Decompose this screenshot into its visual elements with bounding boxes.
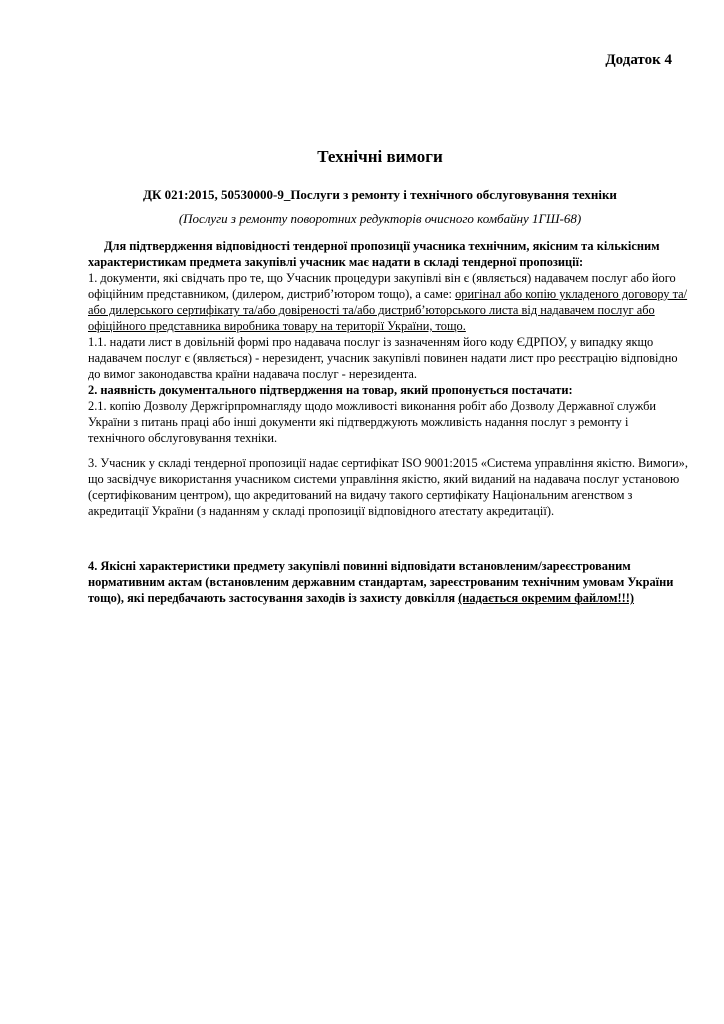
item-4-paragraph [88,558,688,606]
item-1-text: 1. документи, які свідчать про те, що Учасник процедури закупівлі він є (являється) надавачем послуг або його офіційним представником, (дилером, дистриб’ютором тощо), а саме: [88,271,676,301]
item-2-heading: 2. наявність документального підтвердження на товар, який пропонується постачати: [88,383,573,397]
addendum-label: Додаток 4 [605,52,672,68]
item-1-underlined: оригінал або копію укладеного договору та/або дилерського сертифікату та/або довіреності та/або дистриб’юторського листа від надавачем послуг або офіційного представника виробника товару на території України, тощо. [88,287,688,333]
item-1-1-paragraph: 1.1. надати лист в довільній формі про надавача послуг із зазначенням його коду ЄДРПОУ, у випадку якщо надавачем послуг є (являється) - нерезидент, учасник закупівлі повинен надати лист про реєстрацію відповідно до вимог законодавства країни надавача послуг - нерезидента. [88,335,678,381]
document-subtitle: ДК 021:2015, 50530000-9_Послуги з ремонту і технічного обслуговування техніки [143,187,617,202]
item-4-text: 4. Якісні характеристики предмету закупівлі повинні відповідати встановленим/зареєстрованим нормативним актам (встановленим державним стандартам, зареєстрованим технічним умовам України тощо), які передбачають застосування заходів із захисту довкілля [88,559,674,605]
intro-paragraph: Для підтвердження відповідності тендерної пропозиції учасника технічним, якісним та кількісним характеристикам предмета закупівлі учасник має надати в складі тендерної пропозиції: [88,239,660,269]
item-3-paragraph: 3. Учасник у складі тендерної пропозиції надає сертифікат ISO 9001:2015 «Система управління якістю. Вимоги», що засвідчує використання учасником системи управління якістю, який виданий на надавача послуг установою (сертифікованим центром), що акредитований на видачу такого сертифікату Національним агенством з акредитації України (з наданням у складі пропозиції відповідного атестату акредитації). [88,456,688,518]
requirements-body [88,238,688,606]
service-description: (Послуги з ремонту поворотних редукторів очисного комбайну 1ГШ-68) [178,211,582,226]
page-title: Технічні вимоги [317,147,443,166]
item-2-1-paragraph: 2.1. копію Дозволу Держгірпромнагляду щодо можливості виконання робіт або Дозволу Державної служби України з питань праці або інші документи які підтверджують можливість надання послуг з ремонту і технічного обслуговування техніки. [88,399,657,445]
item-1-paragraph [88,270,688,334]
item-4-underlined: (надається окремим файлом!!!) [458,591,634,605]
